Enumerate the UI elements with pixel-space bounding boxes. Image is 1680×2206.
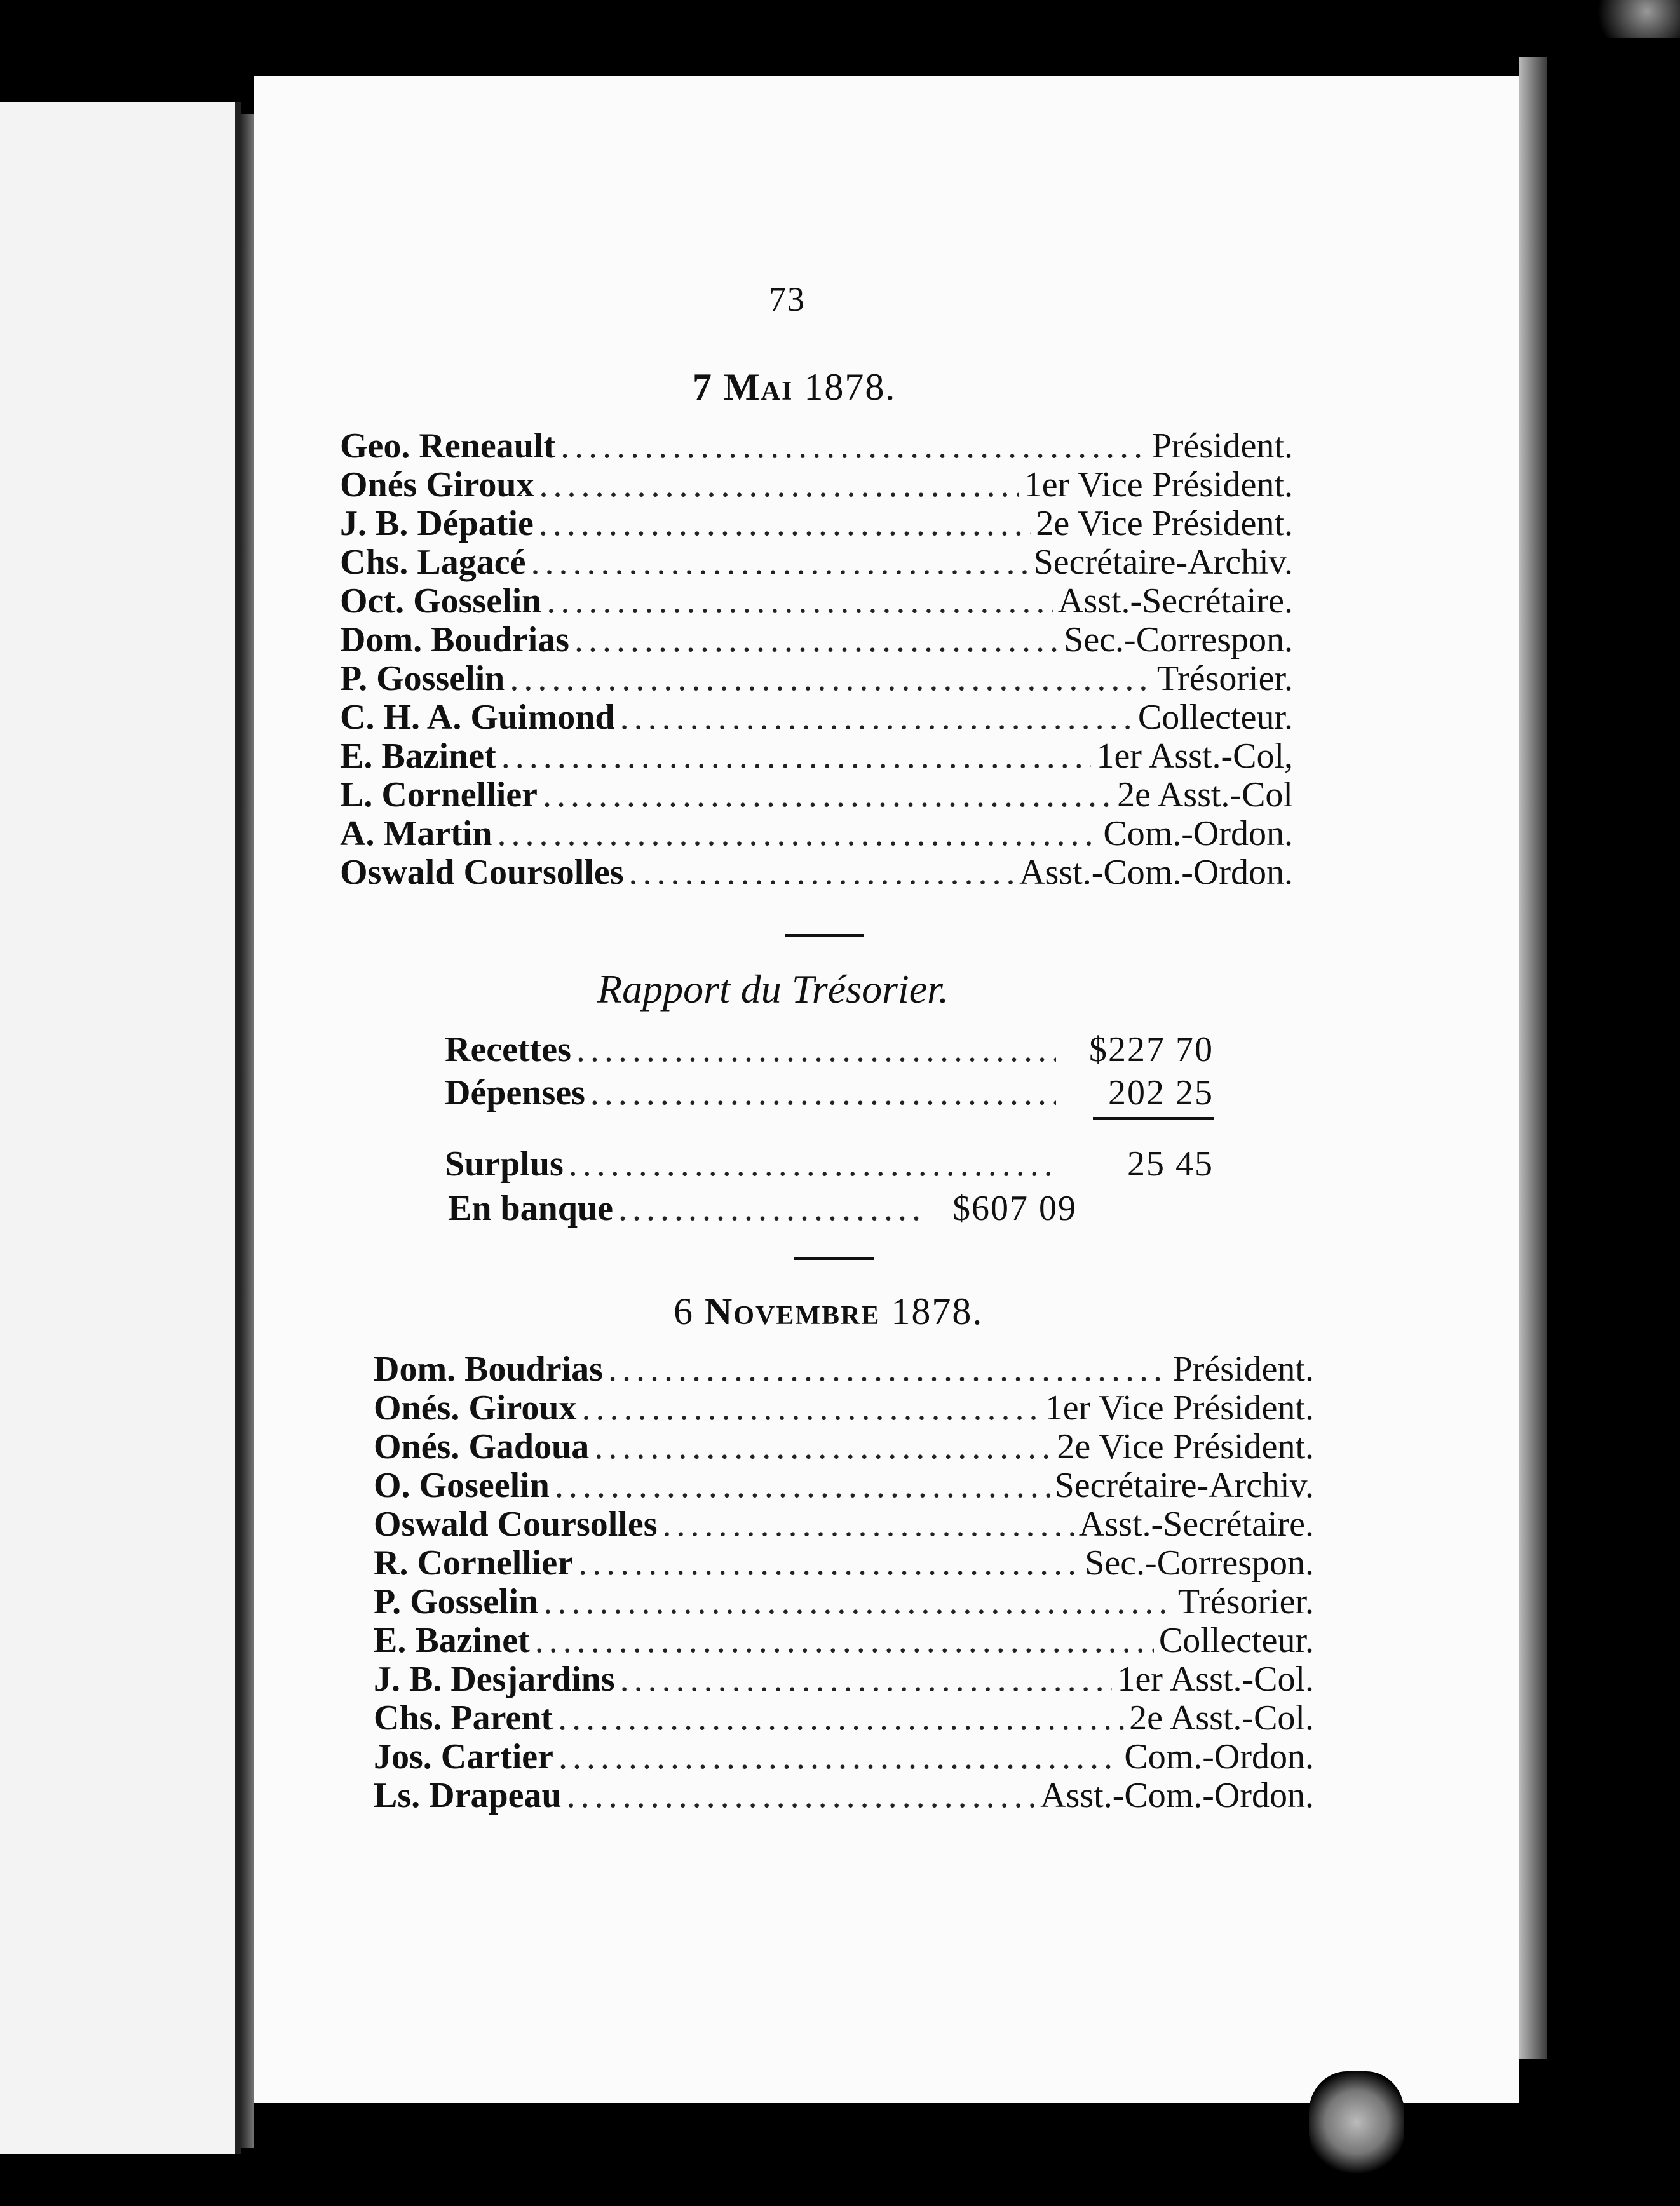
election2-day: 6 [674,1290,694,1332]
list-item: R. Cornellier . . . Sec.-Correspon. [374,1544,1314,1583]
election2-list [374,1350,1314,1815]
section-divider [794,1257,874,1260]
list-item: Onés. Giroux . . . 1er Vice Président. [374,1389,1314,1428]
list-item: Dom. Boudrias . . . Président. [374,1350,1314,1389]
depenses-row: Dépenses . . . 202 25 [445,1073,1214,1113]
election2-heading [674,1290,983,1334]
list-item: Onés Giroux . . . 1er Vice Président. [340,466,1293,504]
list-item: J. B. Desjardins . . . 1er Asst.-Col. [374,1660,1314,1699]
list-item: Oswald Coursolles . . . Asst.-Com.-Ordon. [340,853,1293,892]
list-item: Geo. Reneault . . . Président. [340,427,1293,466]
list-item: C. H. A. Guimond . . . Collecteur. [340,698,1293,737]
report-title: Rapport du Trésorier. [597,966,949,1012]
list-item: Ls. Drapeau . . . Asst.-Com.-Ordon. [374,1776,1314,1815]
list-item: Jos. Cartier . . . Com.-Ordon. [374,1738,1314,1776]
list-item: Oct. Gosselin . . . Asst.-Secrétaire. [340,582,1293,621]
sum-rule [1093,1117,1214,1120]
list-item: Oswald Coursolles . . . Asst.-Secrétaire. [374,1505,1314,1544]
list-item: Dom. Boudrias . . . Sec.-Correspon. [340,621,1293,660]
election1-year: 1878. [804,366,897,408]
section-divider [785,934,864,937]
list-item: L. Cornellier . . . 2e Asst.-Col [340,776,1293,815]
election1-heading [693,365,896,409]
list-item: E. Bazinet . . . 1er Asst.-Col, [340,737,1293,776]
page-edge [1519,57,1547,2059]
election1-month: Mai [724,366,794,408]
left-page [0,102,241,2154]
list-item: P. Gosselin . . . Trésorier. [340,660,1293,698]
paper-stain [1309,2071,1404,2173]
recettes-row: Recettes . . . $227 70 [445,1029,1214,1070]
list-item: J. B. Dépatie . . . 2e Vice Président. [340,504,1293,543]
surplus-row: Surplus . . . 25 45 [445,1144,1214,1184]
list-item: Chs. Lagacé . . . Secrétaire-Archiv. [340,543,1293,582]
list-item: Chs. Parent . . . 2e Asst.-Col. [374,1699,1314,1738]
election2-month: Novembre [705,1290,881,1332]
banque-row: En banque . . . $607 09 [448,1188,1077,1229]
list-item: Onés. Gadoua . . . 2e Vice Président. [374,1428,1314,1466]
list-item: P. Gosselin . . . Trésorier. [374,1583,1314,1621]
list-item: E. Bazinet . . . Collecteur. [374,1621,1314,1660]
list-item: A. Martin . . . Com.-Ordon. [340,815,1293,853]
page-number: 73 [769,280,806,318]
election2-year: 1878. [891,1290,984,1332]
corner-mark [1569,0,1680,38]
list-item: O. Goseelin . . . Secrétaire-Archiv. [374,1466,1314,1505]
election1-day: 7 [693,366,713,408]
book-spine [240,114,254,2148]
election1-list [340,427,1293,892]
